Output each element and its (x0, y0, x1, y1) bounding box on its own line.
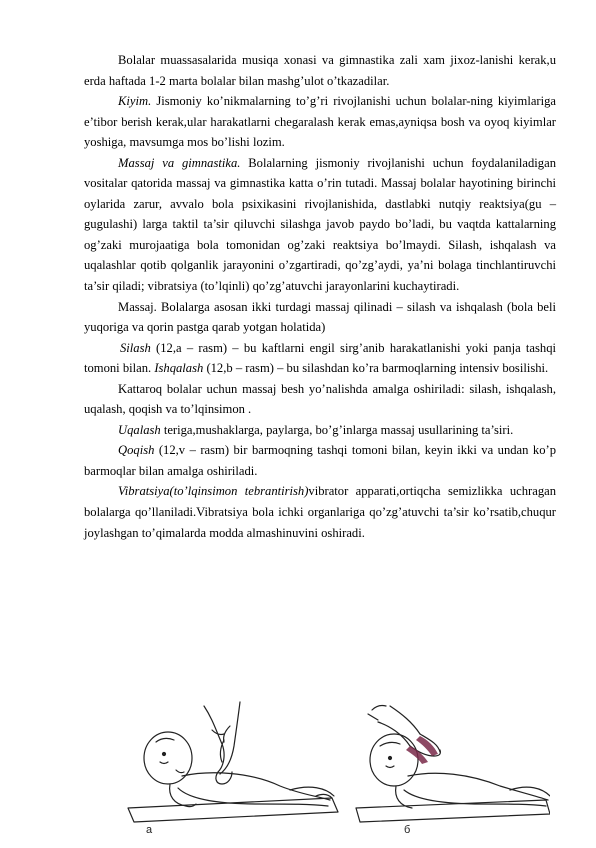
paragraph-p4 (84, 297, 556, 338)
figure-b-rubbing-drawing (356, 706, 550, 823)
body-text (84, 50, 556, 543)
paragraph-p7 (84, 420, 556, 441)
figure-label-a: a (146, 824, 153, 836)
paragraph-p5 (84, 338, 556, 379)
text-run: (12,a – rasm) – bu kaftlarni engil sirg’anib harakatlanishi yoki panja tashqi tomoni bilan. (84, 340, 556, 376)
text-run: Kattaroq bolalar uchun massaj besh yo’nalishda amalga oshiriladi: silash, ishqalash, uqalash, qoqish va to’lqinsimon . (84, 381, 556, 417)
paragraph-p1 (84, 50, 556, 91)
text-run: vibrator apparati,ortiqcha semizlikka uchragan bolalarga qo’llaniladi.Vibratsiya bola ichki organlariga qo’zg’atuvchi ta’sir ko’rsatib,chuqur joylashgan to’qimalarda modda almashinuvini oshiradi. (84, 484, 557, 540)
paragraph-p9 (84, 481, 556, 543)
rubbing-hands-shading (406, 736, 438, 764)
text-run: Bolalar muassasalarida musiqa xonasi va gimnastika zali xam jixoz-lanishi kerak,u erda haftada 1-2 marta bolalar bilan mashg’ulot o’tkazadilar. (84, 53, 556, 88)
massage-illustration (120, 700, 550, 843)
text-run: teriga,mushaklarga, paylarga, bo’g’inlarga massaj usullarining ta’siri. (160, 422, 514, 437)
paragraph-p2 (84, 91, 556, 153)
text-run: Jismoniy ko’nikmalarning to’g’ri rivojlanishi uchun bolalar-ning kiyimlariga e’tibor berish kerak,ular harakatlarni chegaralash kerak emas,ayniqsa bosh va oyoq kiyimlar yoshiga, mavsumga mos bo’lishi lozim. (84, 94, 556, 150)
italic-term: Vibratsiya(to’lqinsimon tebrantirish) (118, 484, 309, 499)
italic-term: Kiyim. (118, 94, 152, 109)
paragraph-p3 (84, 153, 556, 297)
figure-label-b: б (404, 824, 411, 836)
italic-term: Uqalash (118, 422, 161, 437)
text-run: (12,v – rasm) bir barmoqning tashqi tomoni bilan, keyin ikki va undan ko’p barmoqlar bilan amalga oshiriladi. (84, 443, 556, 478)
text-run: Bolalarning jismoniy rivojlanishi uchun foydalaniladigan vositalar qatorida massaj va gimnastika katta o’rin tutadi. Massaj bolalar hayotining birinchi oylarida zarur, avvalo bola psixikasini rivojlanishida, dastlabki nutqiy reaktsiya(gu – gugulashi) larga taktil ta’sir qiluvchi silashga javob paydo bo’ladi, bu vaqtda kattalarning og’zaki murojaatiga bola tomonidan og’zaki reaktsiya bo’lmaydi. Silash, ishqalash va uqalashlar qotib qolganlik jarayonini o’zgartiradi, qo’zg’aydi, ya’ni bolaga tinchlantiruvchi ta’sir qiladi; vibratsiya (to’lqinli) qo’zg’atuvchi jarayonlarini kuchaytiradi. (84, 155, 556, 294)
massage-drawings (120, 700, 550, 843)
paragraph-p8 (84, 440, 556, 481)
italic-term: Ishqalash (154, 361, 204, 376)
text-run: Massaj. Bolalarga asosan ikki turdagi massaj qilinadi – silash va ishqalash (bola beli yuqoriga va qorin pastga qarab yotgan holatida) (84, 299, 556, 335)
text-run: (12,b – rasm) – bu silashdan ko’ra barmoqlarning intensiv bosilishi. (203, 361, 549, 376)
figure-a-stroking-drawing (128, 702, 338, 822)
paragraph-p6 (84, 379, 556, 420)
italic-term: Qoqish (118, 443, 155, 458)
italic-term: Massaj va gimnastika. (118, 155, 241, 170)
italic-term: Silash (120, 340, 151, 355)
